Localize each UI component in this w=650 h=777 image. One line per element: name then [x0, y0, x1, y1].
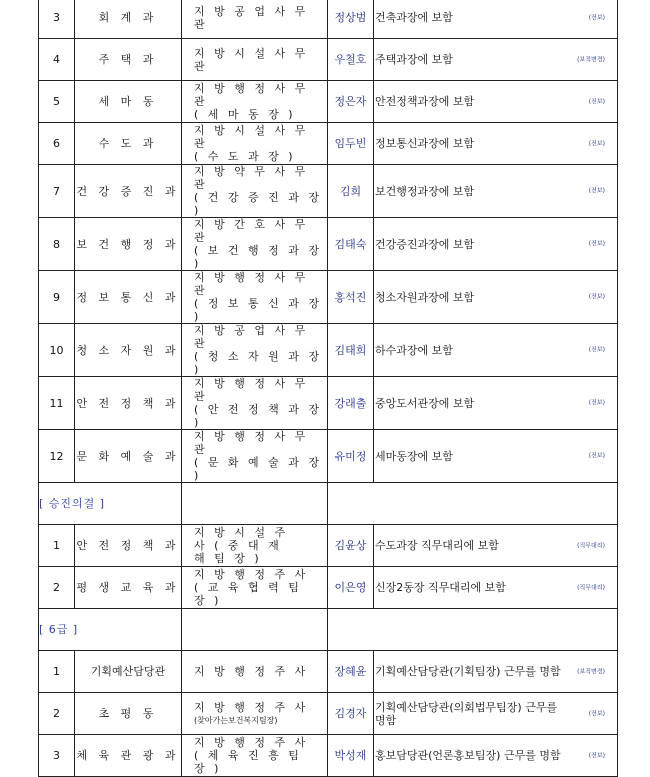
empty-cell	[182, 609, 328, 651]
row-number: 7	[39, 165, 75, 218]
table-row	[39, 218, 618, 271]
row-number: 1	[39, 525, 75, 567]
department: 수 도 과	[75, 123, 182, 165]
row-number: 3	[39, 0, 75, 39]
note-tag: (전보)	[588, 752, 605, 759]
row-number: 2	[39, 693, 75, 735]
rank	[182, 0, 328, 39]
assignment-note	[374, 377, 618, 430]
rank-main: 지 방 행 정 주 사	[194, 665, 309, 678]
note-tag: (전보)	[588, 140, 605, 147]
person-name: 정은자	[328, 81, 374, 123]
assignment-note	[374, 81, 618, 123]
rank	[182, 693, 328, 735]
department: 보 건 행 정 과	[75, 218, 182, 271]
assignment-note	[374, 165, 618, 218]
table-row	[39, 271, 618, 324]
note-tag: (전보)	[588, 710, 605, 717]
rank	[182, 218, 328, 271]
department: 세 마 동	[75, 81, 182, 123]
person-name: 임두빈	[328, 123, 374, 165]
department: 청 소 자 원 과	[75, 324, 182, 377]
rank-sub: ( 수 도 과 장 )	[194, 150, 296, 163]
rank-sub: ( 교 육 협 력 팀	[194, 581, 302, 594]
section-heading-promotion: [ 승진의결 ]	[39, 483, 182, 525]
note-text: 청소자원과장에 보함	[375, 290, 475, 304]
rank	[182, 377, 328, 430]
person-name: 정상범	[328, 0, 374, 39]
note-tag: (보직변경)	[577, 668, 605, 675]
note-text: 안전정책과장에 보함	[375, 95, 475, 108]
rank-main: 지 방 시 설 사 무 관	[194, 46, 309, 73]
rank-sub-2: 해 팀 장 )	[194, 552, 262, 565]
note-tag: (직무대리)	[577, 542, 605, 549]
note-text: 정보통신과장에 보함	[375, 137, 475, 150]
person-name: 홍석진	[328, 271, 374, 324]
table-row	[39, 693, 618, 735]
note-tag: (전보)	[588, 187, 605, 195]
person-name: 김태희	[328, 324, 374, 377]
assignment-note	[374, 123, 618, 165]
note-tag: (전보)	[588, 452, 605, 460]
rank-sub: ( 세 마 동 장 )	[194, 108, 296, 121]
assignment-note	[374, 735, 618, 777]
table-row	[39, 165, 618, 218]
row-number: 11	[39, 377, 75, 430]
row-number: 4	[39, 39, 75, 81]
person-name: 김윤상	[328, 525, 374, 567]
row-number: 10	[39, 324, 75, 377]
row-number: 2	[39, 567, 75, 609]
note-text: 주택과장에 보함	[375, 53, 453, 66]
note-tag: (전보)	[588, 240, 605, 248]
department: 기획예산담당관	[75, 651, 182, 693]
rank-sub: ( 청 소 자 원 과 장 )	[194, 350, 323, 376]
row-number: 8	[39, 218, 75, 271]
rank-main: 지 방 시 설 주	[194, 526, 289, 539]
assignment-note	[374, 0, 618, 39]
person-name: 김태숙	[328, 218, 374, 271]
rank-main: 지 방 행 정 주 사	[194, 700, 309, 714]
assignment-note	[374, 693, 618, 735]
person-name: 김경자	[328, 693, 374, 735]
assignment-note	[374, 218, 618, 271]
rank-main: 지 방 시 설 사 무 관	[194, 124, 309, 150]
note-text: 하수과장에 보함	[375, 343, 453, 357]
table-row	[39, 651, 618, 693]
section-heading-grade6: [ 6급 ]	[39, 609, 182, 651]
personnel-table	[38, 0, 618, 777]
assignment-note	[374, 567, 618, 609]
table-row	[39, 123, 618, 165]
note-text: 수도과장 직무대리에 보함	[375, 539, 499, 552]
department: 안 전 정 책 과	[75, 525, 182, 567]
note-text: 건축과장에 보함	[375, 11, 453, 24]
empty-cell	[182, 483, 328, 525]
department: 주 택 과	[75, 39, 182, 81]
rank	[182, 651, 328, 693]
person-name: 박성재	[328, 735, 374, 777]
note-text: 기획예산담당관(기획팀장) 근무를 명함	[375, 665, 561, 678]
department: 체 육 관 광 과	[75, 735, 182, 777]
person-name: 유미정	[328, 430, 374, 483]
row-number: 5	[39, 81, 75, 123]
rank	[182, 735, 328, 777]
rank-sub: ( 정 보 통 신 과 장 )	[194, 297, 323, 323]
department: 안 전 정 책 과	[75, 377, 182, 430]
table-row	[39, 324, 618, 377]
rank	[182, 567, 328, 609]
department: 평 생 교 육 과	[75, 567, 182, 609]
table-row	[39, 525, 618, 567]
note-text: 중앙도서관장에 보함	[375, 396, 475, 410]
rank-sub: ( 문 화 예 술 과 장 )	[194, 456, 323, 482]
table-row	[39, 430, 618, 483]
person-name: 강래출	[328, 377, 374, 430]
table-row	[39, 567, 618, 609]
rank-sub-2: 장 )	[194, 762, 222, 775]
department: 건 강 증 진 과	[75, 165, 182, 218]
rank-main: 지 방 행 정 사 무 관	[194, 377, 309, 403]
rank	[182, 525, 328, 567]
note-text: 홍보담당관(언론홍보팀장) 근무를 명함	[375, 749, 561, 762]
assignment-note	[374, 525, 618, 567]
assignment-note	[374, 39, 618, 81]
rank-sub: ( 안 전 정 책 과 장 )	[194, 403, 323, 429]
person-name: 장혜윤	[328, 651, 374, 693]
table-row	[39, 0, 618, 39]
rank	[182, 324, 328, 377]
note-tag: (전보)	[588, 399, 605, 407]
person-name: 이은영	[328, 567, 374, 609]
rank-sub: ( 체 육 진 흥 팀	[194, 749, 302, 762]
department: 정 보 통 신 과	[75, 271, 182, 324]
rank-main: 지 방 공 업 사 무 관	[194, 324, 309, 350]
assignment-note	[374, 324, 618, 377]
row-number: 1	[39, 651, 75, 693]
note-tag: (전보)	[588, 293, 605, 301]
rank-main: 지 방 행 정 사 무 관	[194, 430, 309, 456]
rank	[182, 165, 328, 218]
note-tag: (전보)	[588, 346, 605, 354]
row-number: 12	[39, 430, 75, 483]
rank	[182, 39, 328, 81]
table-row	[39, 735, 618, 777]
row-number: 6	[39, 123, 75, 165]
person-name: 우철호	[328, 39, 374, 81]
rank-sub: 사 ( 중 대 재	[194, 539, 282, 552]
table-row	[39, 39, 618, 81]
note-tag: (전보)	[588, 98, 605, 105]
note-text: 보건행정과장에 보함	[375, 184, 475, 198]
department: 문 화 예 술 과	[75, 430, 182, 483]
section-row	[39, 609, 618, 651]
rank-sub: ( 건 강 증 진 과 장 )	[194, 191, 323, 217]
note-text: 건강증진과장에 보함	[375, 237, 475, 251]
row-number: 3	[39, 735, 75, 777]
note-tag: (전보)	[588, 14, 605, 21]
rank-main: 지 방 약 무 사 무 관	[194, 165, 309, 191]
rank-main: 지 방 행 정 주 사	[194, 736, 309, 749]
rank-main: 지 방 행 정 사 무 관	[194, 82, 309, 108]
note-tag: (보직변경)	[577, 56, 605, 63]
assignment-note	[374, 651, 618, 693]
section-row	[39, 483, 618, 525]
rank-main: 지 방 행 정 주 사	[194, 568, 309, 581]
rank	[182, 271, 328, 324]
department: 회 계 과	[75, 0, 182, 39]
note-text: 세마동장에 보함	[375, 449, 453, 463]
rank-sub-2: 장 )	[194, 594, 222, 607]
note-text: 신장2동장 직무대리에 보함	[375, 581, 506, 594]
rank	[182, 123, 328, 165]
assignment-note	[374, 271, 618, 324]
rank	[182, 81, 328, 123]
rank-main: 지 방 행 정 사 무 관	[194, 271, 309, 297]
rank-main: 지 방 공 업 사 무 관	[194, 4, 309, 31]
rank	[182, 430, 328, 483]
rank-sub: ( 보 건 행 정 과 장 )	[194, 244, 323, 270]
table-row	[39, 81, 618, 123]
table-row	[39, 377, 618, 430]
rank-sub: (찾아가는보건복지팀장)	[194, 715, 278, 725]
empty-cell	[328, 609, 618, 651]
row-number: 9	[39, 271, 75, 324]
department: 초 평 동	[75, 693, 182, 735]
person-name: 김희	[328, 165, 374, 218]
note-tag: (직무대리)	[577, 584, 605, 591]
empty-cell	[328, 483, 618, 525]
note-text: 기획예산담당관(의회법무팀장) 근무를 명함	[375, 700, 558, 727]
assignment-note	[374, 430, 618, 483]
rank-main: 지 방 간 호 사 무 관	[194, 218, 309, 244]
